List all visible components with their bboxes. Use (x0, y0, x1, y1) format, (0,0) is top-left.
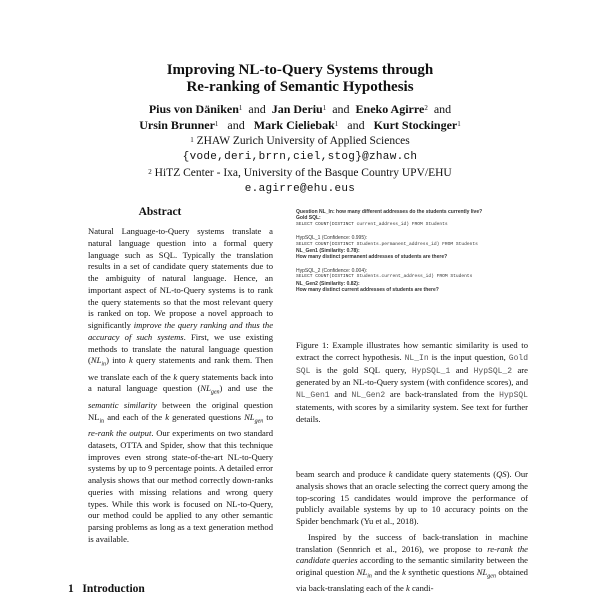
title-line-2: Re-ranking of Semantic Hypothesis (186, 79, 414, 95)
author-list (0, 101, 600, 133)
figure-1 (296, 209, 526, 300)
paper-title (0, 62, 600, 96)
email-1: {vode,deri,brrn,ciel,stog}@zhaw.ch (182, 151, 418, 163)
affil-marker: 1 (190, 136, 194, 144)
figure-label: HypSQL_1 (Confidence: 0.995): (296, 235, 368, 242)
figure-generated-question: How many distinct current addresses of students are there? (296, 287, 439, 294)
body-text-column-2 (296, 469, 528, 599)
figure-label: NL_Gen2 (Similarity: 0.82): (296, 280, 360, 287)
figure-label: Question NL_In: (296, 209, 335, 215)
paragraph: Inspired by the success of back-translation in machine translation (Sennrich et al., 2016), we propose to re-rank the candidate queries according to the semantic similarity between the original question $NL_{in}$ and the k synthetic questions $NL_{gen}$ obtained via back-translating each of the k candi- (296, 531, 528, 594)
figure-gold-sql: SELECT COUNT(DISTINCT current_address_id) FROM Students (296, 221, 448, 227)
affil-marker: 1 (322, 104, 327, 112)
affil-marker: 1 (214, 120, 219, 128)
email-2: e.agirre@ehu.eus (244, 183, 356, 195)
affil-marker: 1 (334, 120, 339, 128)
figure-hyp-sql: SELECT COUNT(DISTINCT Students.permanent_address_id) FROM Students (296, 241, 478, 247)
affiliation-text: HiTZ Center - Ixa, University of the Basque Country UPV/EHU (154, 167, 452, 179)
author-name: Ursin Brunner (139, 118, 215, 132)
author-line-2 (0, 117, 600, 133)
author-name: Kurt Stockinger (373, 118, 458, 132)
affil-marker: 2 (148, 168, 152, 176)
figure-hyp2-block (296, 268, 526, 294)
section-heading-introduction (68, 583, 145, 595)
figure-caption: Figure 1: Example illustrates how semantic similarity is used to extract the correct hypothesis. NL_In is the input question, Gold SQL is the gold SQL query, HypSQL_1 and HypSQL_2 are generated by an NL-to-Query system (with confidence scores), and NL_Gen1 and NL_Gen2 are back-translated from the HypSQL statements, with scores by a similarity system. See text for further details. (296, 340, 528, 424)
and-text: and (227, 118, 245, 132)
figure-hyp-sql: SELECT COUNT(DISTINCT Students.current_address_id) FROM Students (296, 274, 473, 280)
affil-marker: 1 (238, 104, 243, 112)
affil-marker: 1 (457, 120, 461, 128)
figure-question-block (296, 209, 526, 228)
author-name: Eneko Agirre (355, 102, 425, 116)
author-name: Jan Deriu (271, 102, 323, 116)
title-line-1: Improving NL-to-Query Systems through (166, 62, 434, 78)
affiliation-2 (0, 166, 600, 181)
section-number: 1 (68, 583, 74, 595)
affil-marker: 2 (424, 104, 428, 112)
figure-hyp1-block (296, 235, 526, 261)
abstract-body: Natural Language-to-Query systems translate a natural language question into a formal query language such as SQL. Typically the translation results in a set of candidate query statements due to the ambiguity of natural language. Hence, an important aspect of NL-to-Query systems is to rank the query statements so that the most relevant query is ranked on top. We propose a novel approach to significantly improve the query ranking and thus the accuracy of such systems. First, we use existing methods to translate the natural language question $(NL_{in})$ into k query statements and rank them. Then we translate each of the k query statements back into a natural language question $(NL_{gen})$ and use the semantic similarity between the original question $NL_{in}$ and each of the k generated questions $NL_{gen}$ to re-rank the output. Our experiments on two standard datasets, OTTA and Spider, show that this technique improves even strong state-of-the-art NL-to-Query systems by up to 9 percentage points. A detailed error analysis shows that our method correctly down-ranks queries with missing relations and wrong query types. While this work is focused on NL-to-Query, our method could be applied to any other semantic parsing problems as long as a text generation method is available. (88, 226, 274, 544)
paragraph: beam search and produce k candidate query statements (QS). Our analysis shows that an oracle selecting the correct query among the top-scoring 15 candidates would improve the performance of publicly available systems by up to 10 accuracy points on the Spider benchmark (Yu et al., 2018). (296, 469, 528, 526)
author-name: Mark Cieliebak (253, 118, 335, 132)
author-name: Pius von Däniken (148, 102, 239, 116)
figure-question: how many different addresses do the students currently live? (336, 209, 483, 215)
figure-label: Gold SQL: (296, 215, 321, 222)
and-text: and (332, 102, 350, 116)
figure-label: NL_Gen1 (Similarity: 0.78): (296, 248, 360, 255)
and-text: and (433, 102, 452, 116)
figure-label: HypSQL_2 (Confidence: 0.004): (296, 267, 368, 274)
figure-generated-question: How many distinct permanent addresses of students are there? (296, 254, 448, 261)
section-title: Introduction (82, 583, 145, 595)
abstract-heading: Abstract (138, 206, 182, 218)
and-text: and (347, 118, 365, 132)
and-text: and (248, 102, 266, 116)
affiliation-text: ZHAW Zurich University of Applied Sciences (196, 135, 410, 147)
author-line-1 (0, 101, 600, 117)
affiliation-1 (0, 134, 600, 149)
